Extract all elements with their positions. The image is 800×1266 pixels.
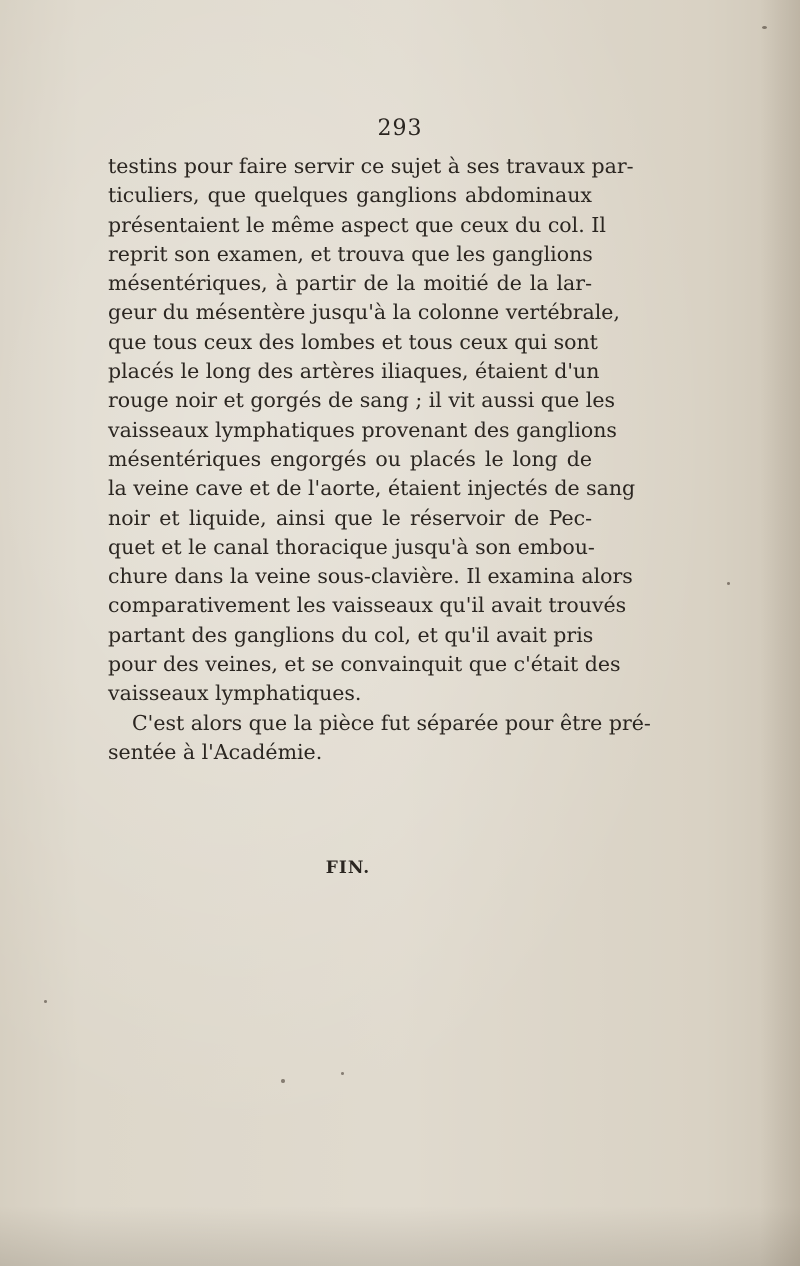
paper-speck [281, 1079, 285, 1083]
text-line: reprit son examen, et trouva que les ganglions [108, 241, 593, 266]
text-line: pour des veines, et se convainquit que c'était des [108, 652, 621, 677]
text-line: rouge noir et gorgés de sang ; il vit aussi que les [108, 388, 615, 413]
text-line: noir et liquide, ainsi que le réservoir de Pec- [108, 505, 592, 530]
text-line: vaisseaux lymphatiques. [108, 681, 362, 706]
paper-speck [762, 26, 767, 29]
text-line: sentée à l'Académie. [108, 739, 323, 764]
closing-word: FIN. [325, 858, 371, 878]
paragraph-1 [108, 152, 636, 709]
text-line: chure dans la veine sous-clavière. Il examina alors [108, 564, 633, 589]
paper-speck [727, 582, 730, 585]
text-line: placés le long des artères iliaques, étaient d'un [108, 359, 600, 384]
text-line: la veine cave et de l'aorte, étaient injectés de sang [108, 476, 636, 501]
text-line: mésentériques, à partir de la moitié de la lar- [108, 271, 592, 296]
page-bottom-shadow [0, 1206, 800, 1266]
text-line: mésentériques engorgés ou placés le long de [108, 446, 592, 471]
paragraph-2 [108, 709, 651, 768]
text-line: que tous ceux des lombes et tous ceux qui sont [108, 329, 598, 354]
page-edge-shadow [760, 0, 800, 1266]
text-line: quet et le canal thoracique jusqu'à son embou- [108, 534, 595, 559]
text-line: C'est alors que la pièce fut séparée pour être pré- [132, 710, 651, 735]
text-line: présentaient le même aspect que ceux du col. Il [108, 212, 606, 237]
text-line: vaisseaux lymphatiques provenant des ganglions [108, 417, 617, 442]
text-line: comparativement les vaisseaux qu'il avait trouvés [108, 593, 627, 618]
text-line: geur du mésentère jusqu'à la colonne vertébrale, [108, 300, 620, 325]
page-number: 293 [377, 116, 423, 141]
text-line: testins pour faire servir ce sujet à ses travaux par- [108, 154, 634, 178]
body-text [108, 152, 651, 767]
text-line: ticuliers, que quelques ganglions abdominaux [108, 183, 592, 208]
paper-speck [44, 1000, 47, 1003]
paper-speck [341, 1072, 344, 1075]
text-line: partant des ganglions du col, et qu'il avait pris [108, 622, 594, 647]
